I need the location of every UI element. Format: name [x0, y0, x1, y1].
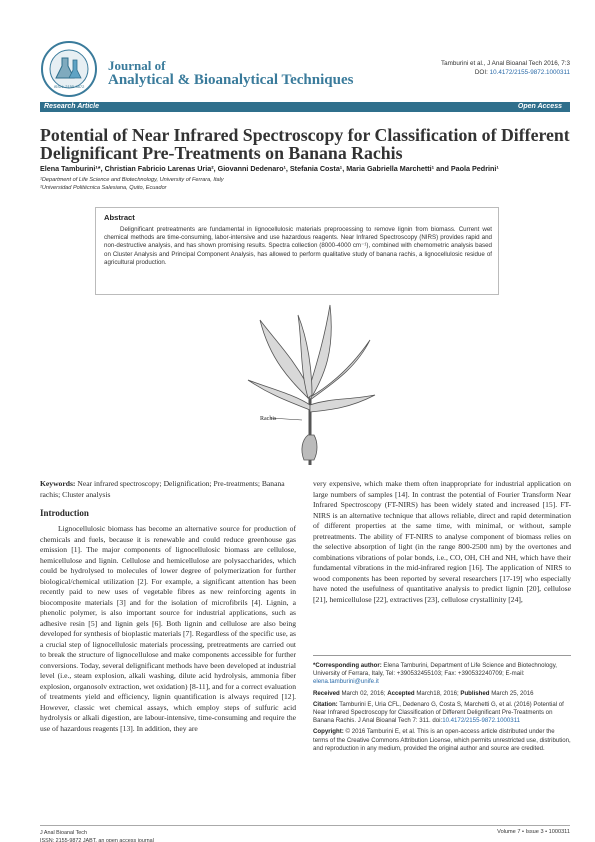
- copyright-label: Copyright:: [313, 728, 344, 736]
- keywords: [40, 479, 296, 500]
- abstract-box: [95, 207, 499, 295]
- figure-label-rachis: Rachis: [260, 416, 277, 422]
- keywords-text: Near infrared spectroscopy; Delignification; Pre-treatments; Banana rachis; Cluster analysis: [40, 479, 285, 499]
- open-access-label: Open Access: [517, 103, 562, 110]
- affiliation-1: ¹Department of Life Science and Biotechnology, University of Ferrara, Italy: [40, 177, 224, 183]
- footer-issn: ISSN: 2155-9872 JABT, an open access journal: [40, 838, 154, 842]
- affiliation-2: ²Universidad Politécnica Salesiana, Quito, Ecuador: [40, 185, 167, 191]
- journal-title-line1: Journal of: [108, 58, 166, 73]
- introduction-heading: Introduction: [40, 508, 89, 518]
- author-list: Elena Tamburini¹*, Christian Fabricio Larenas Uria², Giovanni Dedenaro¹, Stefania Costa¹, Maria Gabriella Marchetti¹ and Paola Pedrini¹: [40, 164, 499, 173]
- introduction-paragraph-2: very expensive, which make them often inappropriate for industrial application on large numbers of samples [14]. In contrast the potential of Fourier Transform Near Infrared Spectroscopy (FT-NIRS) has been widely stated and increased [15]. FT-NIRS is an alternative technique that allows reliable, direct and rapid determination of different properties at the same time, with minimal, or without, sample pretreatments. The ability of FT-NIRS to analyse component of biomass relies on the selective absorption of light (in the range 800-2500 nm) by the overtones and combinations vibrations of polar bonds, i.e., CO, OH, CH and NH, which have their fundamental vibrations in the mid-infrared region [16]. The application of NIRS to wood components has been reported by several researchers [17-19] who especially have noted the usefulness of quantitative analysis to predict lignin [20], cellulose [21], hemicellulose [22], extractives [23], cellulose crystallinity [24],: [313, 479, 571, 604]
- header-doi-link[interactable]: 10.4172/2155-9872.1000311: [489, 69, 570, 76]
- received-label: Received: [313, 689, 340, 697]
- footer-volume-info: Volume 7 • Issue 3 • 1000311: [497, 829, 570, 835]
- journal-title-line2: Analytical & Bioanalytical Techniques: [108, 72, 354, 88]
- copyright: [313, 728, 571, 753]
- article-type: Research Article: [44, 103, 99, 110]
- citation: [313, 701, 571, 726]
- footer-journal-info: [40, 829, 154, 842]
- header-citation: [441, 59, 570, 77]
- accepted-label: Accepted: [387, 689, 415, 697]
- journal-title: [108, 58, 353, 88]
- logo-issn-text: ISSN: 2155-9872: [53, 84, 85, 89]
- dates-line: [313, 690, 571, 698]
- correspondence-block: [313, 655, 571, 756]
- received-date: March 02, 2016;: [339, 689, 388, 697]
- header-doi: [441, 68, 570, 77]
- abstract-text: Delignificant pretreatments are fundamental in lignocellulosic materials preprocessing to remove lignin from biomass. Current wet chemical methods are time-consuming, labor-intensive and use hazardous reagents. Near Infrared Spectroscopy (NIRS) provides rapid and non-destructive analysis, and has shown promising results. Spectra collection (8000-4000 cm⁻¹), combined with chemometric analysis based on Cluster Analysis and Principal Component Analysis, has allowed to perform qualitative study of banana rachis, a lignocellulosic residue of agricultural production.: [104, 226, 492, 266]
- citation-text: Tamburini E, Uria CFL, Dedenaro G, Costa S, Marchetti G, et al. (2016) Potential of Near Infrared Spectroscopy for Classification of Different Delignificant Pre-Treatments on Banana Rachis. J Anal Bioanal Tech 7: 311. doi:: [313, 700, 564, 725]
- keywords-label: Keywords:: [40, 479, 76, 488]
- accepted-date: March18, 2016;: [414, 689, 461, 697]
- citation-doi-link[interactable]: 10.4172/2155-9872.1000311: [442, 717, 521, 725]
- article-type-bar: [40, 102, 570, 112]
- author-email-link[interactable]: elena.tamburini@unife.it: [313, 678, 379, 686]
- citation-label: Citation:: [313, 700, 338, 708]
- corresponding-label: *Corresponding author:: [313, 662, 382, 669]
- page-footer: [40, 825, 570, 842]
- footer-journal-name: J Anal Bioanal Tech: [40, 830, 87, 836]
- introduction-paragraph-1: Lignocellulosic biomass has become an alternative source for production of chemicals and fuels, because it is renewable and could reduce greenhouse gas emission [1]. The major components of lignocellulosic biomass are cellulose, hemicellulose and lignin. Cellulose and hemicellulose are polysaccharides, which could be hydrolysed to molecules of lower degree of polymerization for further biological/chemical utilization [2]. For example, a significant attention has been recently paid to new uses of vegetable fibres as new reinforcing agents in biocomposite materials [3] and for the isolation of microfibrils [4]. Lignin, a phenolic polymer, is also important source for industrial applications, such as adhesive resin [5] and lignin gels [6]. Both lignin and cellulose are also being developed for synthesis of bioplastic materials [7]. Regardless of the specific use, as a crucial step of lignocellulosic materials processing, pretreatments are carried out to break the structure of lignocellulose and make components accessible for further conversions. Today, several delignificant methods have been developed at industrial level (i.e., steam explosion, alkali washing, dilute acid hydrolysis, ammonia fiber explosion, organosolv extraction, wet oxidation) [8-11], and for a correct evaluation of treatments yield and efficiency, lignin quantification is always required [12]. However, classic wet chemical assays, which employ steps of sulfuric acid hydrolysis or alkali digestion, are labour-intensive, time-consuming and require the use of hazardous reagents [13]. In addition, they are: [40, 524, 297, 733]
- published-date: March 25, 2016: [489, 689, 534, 697]
- article-title: Potential of Near Infrared Spectroscopy for Classification of Different Delignificant Pre-Treatments on Banana Rachis: [40, 125, 570, 163]
- banana-plant-illustration: [230, 300, 380, 470]
- body-right-column: [313, 479, 571, 605]
- corresponding-text: Elena Tamburini, Department of Life Science and Biotechnology, University of Ferrara, Italy, Tel: +390532455103; Fax: +390532240709; E-mail:: [313, 662, 557, 678]
- abstract-heading: Abstract: [104, 213, 135, 222]
- published-label: Published: [460, 689, 490, 697]
- copyright-text: © 2016 Tamburini E, et al. This is an open-access article distributed under the terms of the Creative Commons Attribution License, which permits unrestricted use, distribution, and reproduction in any medium, provided the original author and source are credited.: [313, 728, 571, 752]
- corresponding-author: [313, 662, 571, 687]
- header-citation-line: Tamburini et al., J Anal Bioanal Tech 2016, 7:3: [440, 60, 570, 67]
- body-left-column: [40, 479, 296, 734]
- journal-seal-logo: [40, 40, 98, 98]
- doi-prefix: DOI:: [474, 69, 490, 76]
- affiliations: [40, 176, 224, 192]
